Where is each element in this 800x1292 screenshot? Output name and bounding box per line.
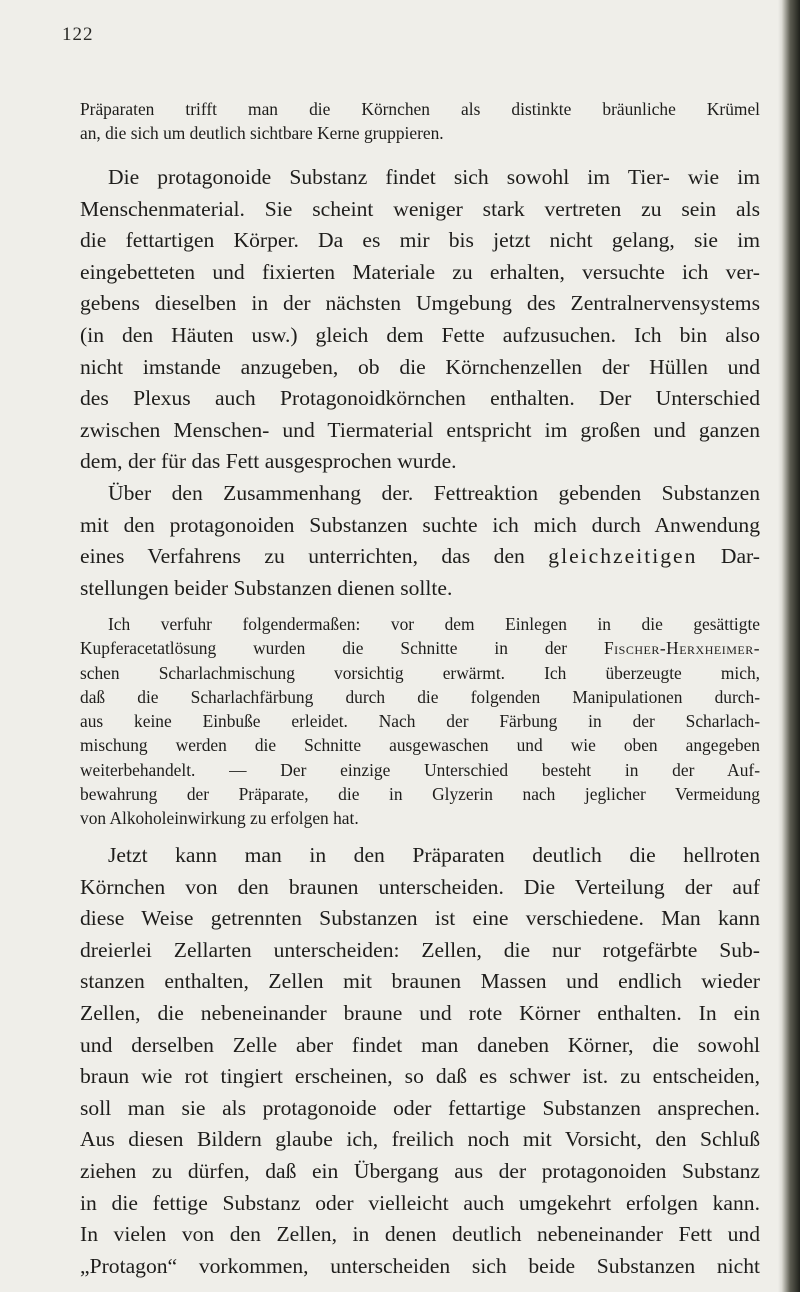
paragraph-continuation — [80, 97, 760, 146]
text-line: dem, der für das Fett ausgesprochen wurde. — [80, 449, 457, 474]
text-line: Die protagonoide Substanz findet sich sowohl im Tier- wie im — [108, 165, 760, 189]
text-line: die fettartigen Körper. Da es mir bis jetzt nicht gelang, sie im — [80, 228, 760, 253]
text-line: in die fettige Substanz oder vielleicht auch umgekehrt erfolgen kann. — [80, 1190, 760, 1215]
author-names: Fischer-Herxheimer- — [604, 638, 760, 659]
text-line: ziehen zu dürfen, daß ein Übergang aus der protagonoiden Substanz — [80, 1158, 760, 1183]
text-line: soll man sie als protagonoide oder fettartige Substanzen ansprechen. — [80, 1095, 760, 1120]
text-line: braun wie rot tingiert erscheinen, so daß es schwer ist. zu entscheiden, — [80, 1064, 760, 1089]
text-line: „Protagon“ vorkommen, unterscheiden sich beide Substanzen nicht — [80, 1253, 760, 1278]
text-line: schen Scharlachmischung vorsichtig erwärmt. Ich überzeugte mich, — [80, 662, 760, 683]
text-line: gebens dieselben in der nächsten Umgebung des Zentralnervensystems — [80, 291, 760, 316]
paragraph-granules — [80, 840, 760, 1282]
text-line: Zellen, die nebeneinander braune und rote Körner enthalten. In ein — [80, 1000, 760, 1025]
paragraph-protagonoid-substance — [80, 162, 760, 478]
text-line — [80, 541, 760, 573]
page-number: 122 — [62, 24, 94, 45]
text-line: Körnchen von den braunen unterscheiden. Die Verteilung der auf — [80, 874, 760, 899]
text-line: Jetzt kann man in den Präparaten deutlich die hellroten — [108, 843, 760, 867]
text-line: an, die sich um deutlich sichtbare Kerne gruppieren. — [80, 123, 444, 144]
text-line: stellungen beider Substanzen dienen sollte. — [80, 575, 453, 600]
text-line: aus keine Einbuße erleidet. Nach der Färbung in der Scharlach- — [80, 711, 760, 732]
text-line: weiterbehandelt. — Der einzige Unterschied besteht in der Auf- — [80, 759, 760, 780]
text-line: Präparaten trifft man die Körnchen als distinkte bräunliche Krümel — [80, 99, 760, 119]
emphasized-word: gleichzeitigen — [548, 544, 698, 569]
text-line: nicht imstande anzugeben, ob die Körnchenzellen der Hüllen und — [80, 354, 760, 379]
text-line: zwischen Menschen- und Tiermaterial entspricht im großen und ganzen — [80, 417, 760, 442]
text-line: stanzen enthalten, Zellen mit braunen Massen und endlich wieder — [80, 969, 760, 994]
text-line: bewahrung der Präparate, die in Glyzerin nach jeglicher Vermeidung — [80, 784, 760, 805]
text-line: eingebetteten und fixierten Materiale zu erhalten, versuchte ich ver- — [80, 259, 760, 284]
text-line: von Alkoholeinwirkung zu erfolgen hat. — [80, 808, 359, 829]
text-segment: eines Verfahrens zu unterrichten, das den — [80, 544, 549, 569]
text-line: mischung werden die Schnitte ausgewaschen und wie oben angegeben — [80, 735, 760, 756]
text-line: daß die Scharlachfärbung durch die folgenden Manipulationen durch- — [80, 686, 760, 707]
text-line: dreierlei Zellarten unterscheiden: Zellen, die nur rotgefärbte Sub- — [80, 937, 760, 962]
text-line: (in den Häuten usw.) gleich dem Fette aufzusuchen. Ich bin also — [80, 322, 760, 347]
paragraph-method — [80, 612, 760, 831]
text-line — [80, 636, 760, 660]
text-segment: Dar- — [697, 544, 760, 569]
text-line: Über den Zusammenhang der. Fettreaktion gebenden Substanzen — [108, 481, 760, 505]
text-line: mit den protagonoiden Substanzen suchte ich mich durch Anwendung — [80, 512, 760, 537]
text-line: Menschenmaterial. Sie scheint weniger stark vertreten zu sein als — [80, 196, 760, 221]
text-line: In vielen von den Zellen, in denen deutlich nebeneinander Fett und — [80, 1222, 760, 1247]
text-line: Aus diesen Bildern glaube ich, freilich noch mit Vorsicht, den Schluß — [80, 1127, 760, 1152]
text-line: des Plexus auch Protagonoidkörnchen enthalten. Der Unterschied — [80, 386, 760, 411]
text-segment: Kupferacetatlösung wurden die Schnitte in der — [80, 638, 605, 659]
text-line: diese Weise getrennten Substanzen ist eine verschiedene. Man kann — [80, 906, 760, 931]
book-spine-edge — [782, 0, 800, 1292]
text-line: Ich verfuhr folgendermaßen: vor dem Einlegen in die gesättigte — [108, 614, 760, 634]
paragraph-fat-reaction — [80, 478, 760, 604]
text-line: und derselben Zelle aber findet man daneben Körner, die sowohl — [80, 1032, 760, 1057]
